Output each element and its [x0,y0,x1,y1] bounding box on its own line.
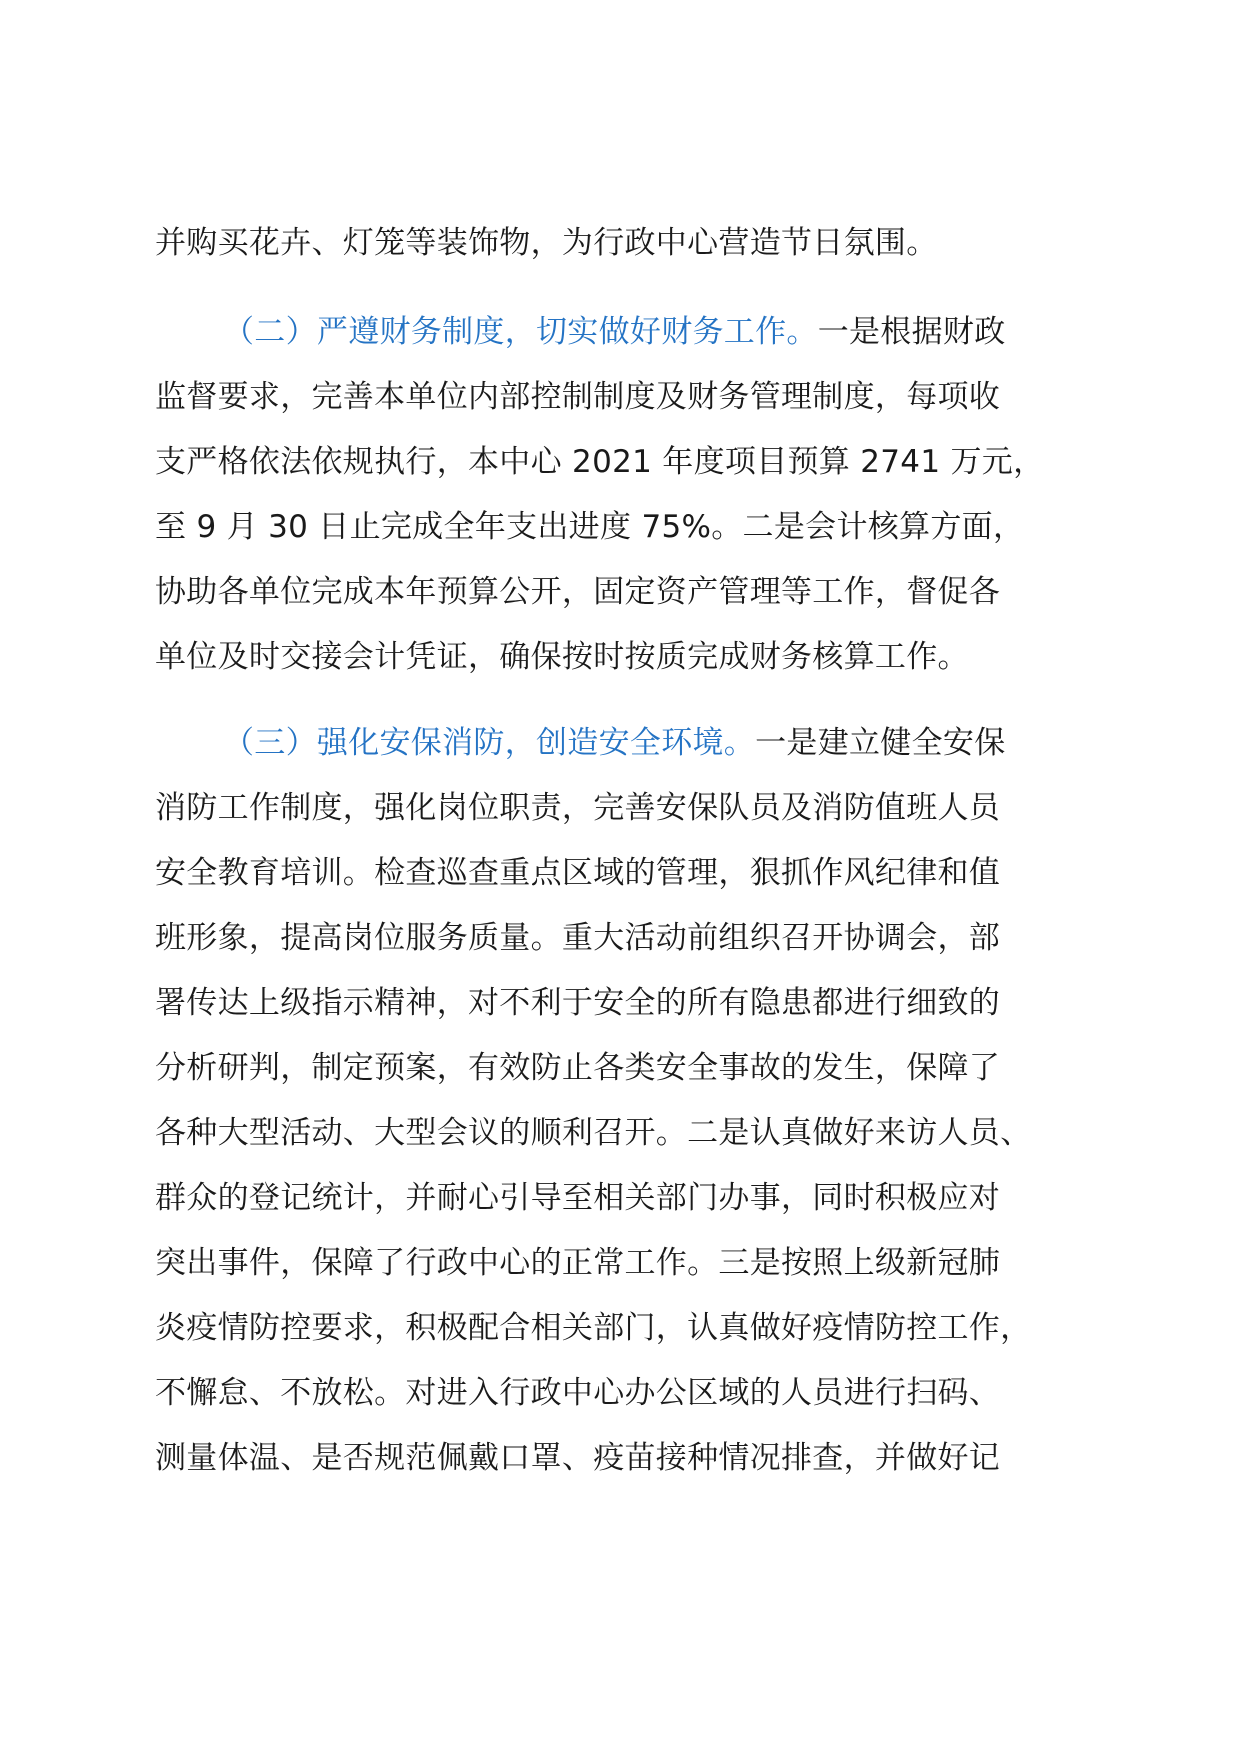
paragraph-line: 群众的登记统计，并耐心引导至相关部门办事，同时积极应对 [155,1180,1001,1216]
paragraph-line: 并购买花卉、灯笼等装饰物，为行政中心营造节日氛围。 [155,225,938,261]
paragraph-line: 不懈怠、不放松。对进入行政中心办公区域的人员进行扫码、 [155,1375,1001,1411]
paragraph-security [155,711,1095,1491]
paragraph-line: 分析研判，制定预案，有效防止各类安全事故的发生，保障了 [155,1050,1001,1086]
paragraph-line: 至 9 月 30 日止完成全年支出进度 75%。二是会计核算方面， [155,509,1025,545]
paragraph-text: 一是建立健全安保 [755,725,1006,761]
paragraph-line: 炎疫情防控要求，积极配合相关部门，认真做好疫情防控工作， [155,1310,1032,1346]
paragraph-line: 测量体温、是否规范佩戴口罩、疫苗接种情况排查，并做好记 [155,1440,1001,1476]
paragraph-line: 单位及时交接会计凭证，确保按时按质完成财务核算工作。 [155,639,969,675]
paragraph-continuation [155,211,1095,276]
section-heading-finance: （二）严遵财务制度，切实做好财务工作。 [223,314,818,350]
paragraph-line: 支严格依法依规执行，本中心 2021 年度项目预算 2741 万元， [155,444,1045,480]
paragraph-line: 署传达上级指示精神，对不利于安全的所有隐患都进行细致的 [155,985,1001,1021]
paragraph-line: 各种大型活动、大型会议的顺利召开。二是认真做好来访人员、 [155,1115,1032,1151]
paragraph-finance [155,300,1095,690]
section-heading-security: （三）强化安保消防，创造安全环境。 [223,725,756,761]
paragraph-text: 一是根据财政 [817,314,1006,350]
paragraph-first-line [155,711,1095,776]
paragraph-line: 协助各单位完成本年预算公开，固定资产管理等工作，督促各 [155,574,1001,610]
paragraph-line: 消防工作制度，强化岗位职责，完善安保队员及消防值班人员 [155,790,1001,826]
paragraph-line: 班形象，提高岗位服务质量。重大活动前组织召开协调会，部 [155,920,1001,956]
paragraph-line: 突出事件，保障了行政中心的正常工作。三是按照上级新冠肺 [155,1245,1001,1281]
paragraph-first-line [155,300,1095,365]
paragraph-line: 监督要求，完善本单位内部控制制度及财务管理制度，每项收 [155,379,1001,415]
paragraph-line: 安全教育培训。检查巡查重点区域的管理，狠抓作风纪律和值 [155,855,1001,891]
